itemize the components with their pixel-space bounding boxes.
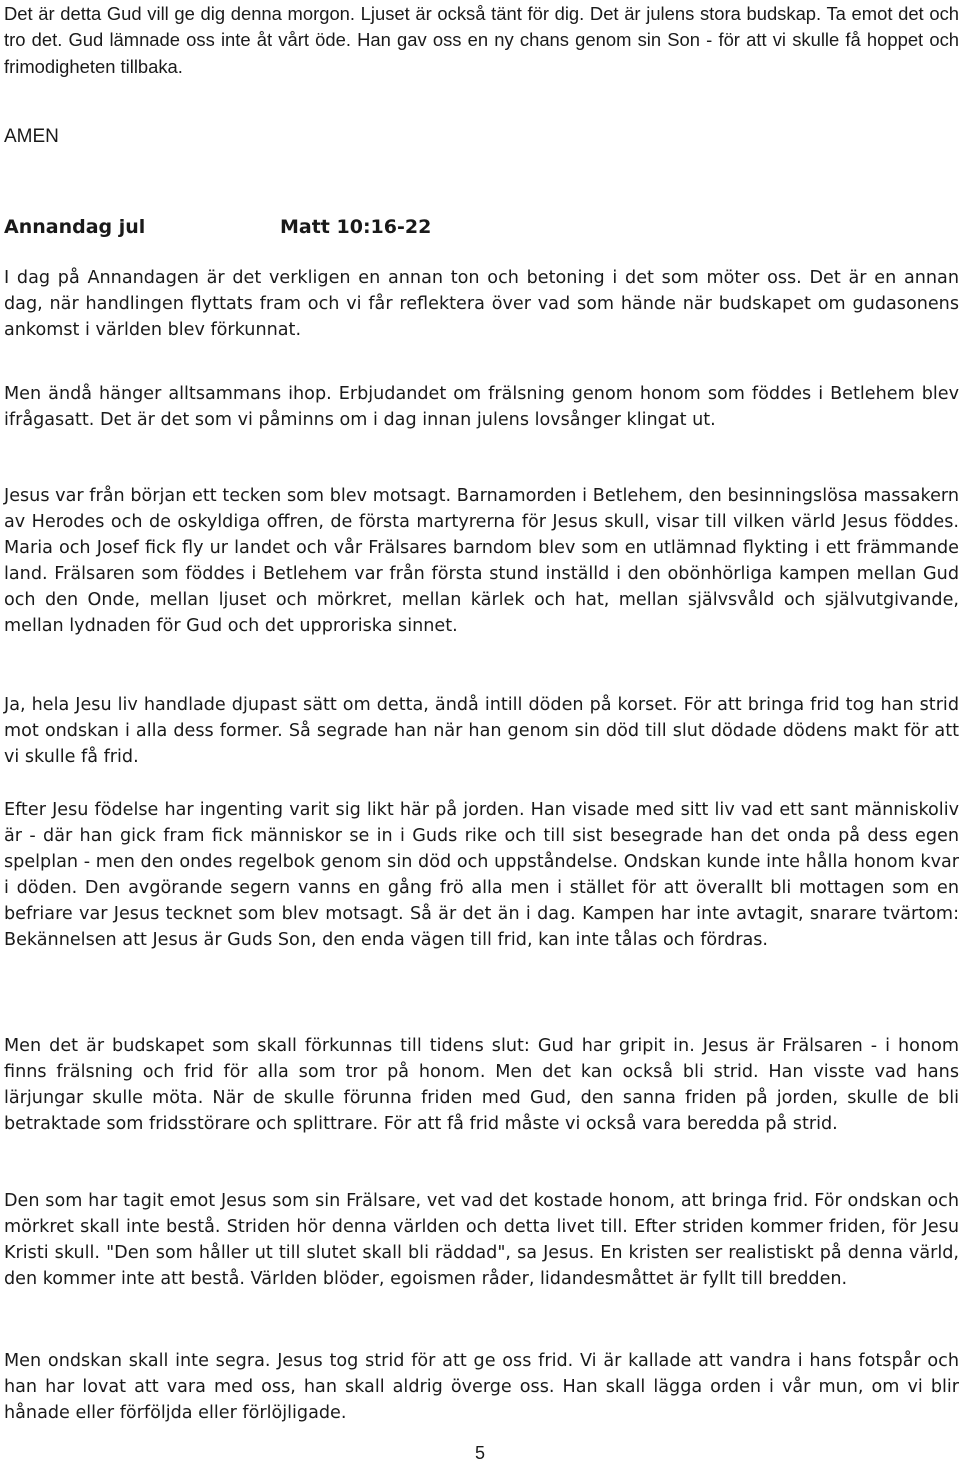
body-paragraph: Men ondskan skall inte segra. Jesus tog strid för att ge oss frid. Vi är kallade att vandra i hans fotspår och han har lovat att vara med oss, han skall aldrig överge oss. Han skall lägga orden i vår mun, om vi blir hånade eller förföljda eller förlöjligade. xyxy=(4,1351,959,1423)
heading-reference: Matt 10:16-22 xyxy=(280,216,432,238)
amen-line: AMEN xyxy=(4,126,59,147)
body-paragraph: Jesus var från början ett tecken som blev motsagt. Barnamorden i Betlehem, den besinningslösa massakern av Herodes och de oskyldiga offren, de första martyrerna för Jesus skull, visar till vilken värld Jesus föddes. Maria och Josef fick fly ur landet och vår Frälsares barndom blev som en utlämnad flykting i ett främmande land. Frälsaren som föddes i Betlehem var från första stund inställd i den obönhörliga kampen mellan Gud och den Onde, mellan ljuset och mörkret, mellan kärlek och hat, mellan självsvåld och självutgivande, mellan lydnaden för Gud och det upproriska sinnet. xyxy=(4,486,959,636)
page-number: 5 xyxy=(474,1443,485,1463)
body-paragraph: Ja, hela Jesu liv handlade djupast sätt om detta, ändå intill döden på korset. För att bringa frid tog han strid mot ondskan i alla dess former. Så segrade han när han genom sin död till slut dödade dödens makt för att vi skulle få frid. xyxy=(4,695,959,767)
body-paragraph: I dag på Annandagen är det verkligen en annan ton och betoning i det som möter oss. Det är en annan dag, när handlingen flyttats fram och vi får reflektera över vad som hände när budskapet om gudasonens ankomst i världen blev förkunnat. xyxy=(4,268,959,340)
heading-day: Annandag jul xyxy=(4,216,146,238)
intro-paragraph: Det är detta Gud vill ge dig denna morgon. Ljuset är också tänt för dig. Det är julens stora budskap. Ta emot det och tro det. Gud lämnade oss inte åt vårt öde. Han gav oss en ny chans genom sin Son - för att vi skulle få hoppet och frimodigheten tillbaka. xyxy=(4,3,959,77)
sermon-heading xyxy=(4,216,959,238)
body-paragraph: Den som har tagit emot Jesus som sin Frälsare, vet vad det kostade honom, att bringa frid. För ondskan och mörkret skall inte bestå. Striden hör denna världen och detta livet till. Efter striden kommer friden, för Jesu Kristi skull. "Den som håller ut till slutet skall bli räddad", sa Jesus. En kristen ser realistiskt på denna värld, den kommer inte att bestå. Världen blöder, egoismen råder, lidandesmåttet är fyllt till bredden. xyxy=(4,1191,959,1289)
body-paragraph: Men det är budskapet som skall förkunnas till tidens slut: Gud har gripit in. Jesus är Frälsaren - i honom finns frälsning och frid för alla som tror på honom. Men det kan också bli strid. Han visste vad hans lärjungar skulle möta. När de skulle förunna friden med Gud, den sanna friden på jorden, skulle de bli betraktade som fridsstörare och splittrare. För att få frid måste vi också vara beredda på strid. xyxy=(4,1036,959,1134)
body-paragraph: Efter Jesu födelse har ingenting varit sig likt här på jorden. Han visade med sitt liv vad ett sant människoliv är - där han gick fram fick människor se in i Guds rike och till sist besegrade han det onda på dess egen spelplan - men den ondes regelbok genom sin död och uppståndelse. Ondskan kunde inte hålla honom kvar i döden. Den avgörande segern vanns en gång frö alla men i stället för att överallt bli mottagen som en befriare var Jesus tecknet som blev motsagt. Så är det än i dag. Kampen har inte avtagit, snarare tvärtom: Bekännelsen att Jesus är Guds Son, den enda vägen till frid, kan inte tålas och fördras. xyxy=(4,800,959,950)
body-paragraph: Men ändå hänger alltsammans ihop. Erbjudandet om frälsning genom honom som föddes i Betlehem blev ifrågasatt. Det är det som vi påminns om i dag innan julens lovsånger klingat ut. xyxy=(4,384,959,430)
